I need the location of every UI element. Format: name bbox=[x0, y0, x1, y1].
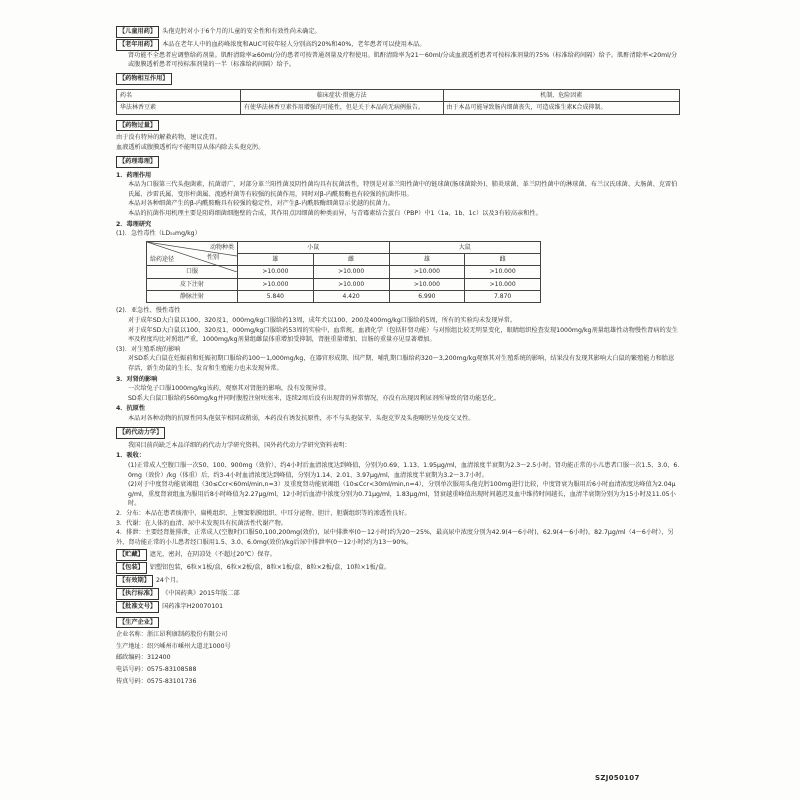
field-value: 浙江昂利康制药股份有限公司 bbox=[146, 631, 228, 639]
section-heading: 【执行标准】 bbox=[116, 588, 159, 600]
table-header-cell: 小鼠 bbox=[238, 241, 390, 253]
pharmacokinetics-section bbox=[116, 425, 680, 547]
section-heading: 【包装】 bbox=[116, 562, 147, 574]
acute-toxicity-table bbox=[146, 241, 541, 303]
section-text: 血液透析或腹膜透析均不能明显从体内除去头孢克肟。 bbox=[116, 143, 265, 151]
standard-section bbox=[116, 588, 680, 600]
paragraph: 对于成年SD大白鼠以100、320及1，000mg/kg口服给药53周的实验中，血常规、血液化学（包括肝肾功能）与对照组比较无明显变化，眼睛组织检查发现1000mg/kg剂量组雄性动物慢性肾病的发生率及程度均比对照组严重，1000mg/kg剂量组雌鼠体重增加受抑制，肾脏重量增加，盲肠的重量亦见显著增加。 bbox=[128, 326, 679, 344]
storage-section bbox=[116, 549, 680, 561]
subsection-heading: 3．对肾的影响 bbox=[116, 375, 158, 383]
table-cell: >10.000 bbox=[465, 278, 541, 290]
subsection-heading: 2．毒理研究 bbox=[116, 220, 152, 228]
table-cell: >10.000 bbox=[238, 278, 314, 290]
table-cell: 7.870 bbox=[465, 291, 541, 303]
company-name-row bbox=[116, 630, 680, 640]
field-value: 绍兴嵊州市嵊州大道北1000号 bbox=[146, 642, 231, 650]
corner-label-sex: 性别 bbox=[206, 253, 219, 261]
interaction-table bbox=[116, 89, 680, 115]
subsection-heading: (2)．亚急性、慢性毒性 bbox=[116, 307, 181, 315]
table-header-cell: 临床症状·措施方法 bbox=[240, 90, 443, 102]
table-cell: 6.990 bbox=[389, 291, 465, 303]
field-label: 传真号码： bbox=[116, 677, 147, 685]
section-heading: 【药物相互作用】 bbox=[116, 73, 172, 85]
section-text: 本品在老年人中的血药峰浓度和AUC可较年轻人分别高约20%和40%，老年患者可以使用本品。 bbox=[162, 41, 426, 49]
section-heading: 【药物过量】 bbox=[116, 120, 159, 132]
table-cell: 由于本品可能导致肠内细菌丧失，可造成维生素K合成抑制。 bbox=[443, 102, 679, 114]
table-cell: >10.000 bbox=[389, 266, 465, 278]
package-section bbox=[116, 562, 680, 574]
interaction-section bbox=[116, 71, 680, 114]
address-row bbox=[116, 642, 680, 652]
table-cell: 口服 bbox=[147, 266, 238, 278]
postcode-row bbox=[116, 653, 680, 663]
pharmtox-section bbox=[116, 154, 680, 424]
paragraph: (2)对于中度肾功能衰竭组（30≤Ccr<60ml/min,n=3）及重度肾功能衰竭组（10≤Ccr<30ml/min,n=4），分别单次服用头孢克肟100mg进行比较，中度肾衰为服用后6小时血清浓度达峰值为2.04μg/ml，重度肾衰组血为服用后8小时峰值为2.27μg/ml，12小时后血清中浓度分别为0.71μg/ml，1.83μg/ml，肾衰越重峰值出现时间越迟及血中维持时间越长，血清半衰期分别为为15小时及11.05小时。 bbox=[128, 481, 676, 508]
subsection-heading: 4．抗原性 bbox=[116, 405, 146, 413]
section-text: 24个月。 bbox=[155, 577, 183, 585]
paragraph: 一次给兔子口服1000mg/kg该药，观察其对肾脏的影响，没有发现异常。 bbox=[128, 385, 331, 393]
table-header-row bbox=[147, 241, 541, 253]
table-cell: 4.420 bbox=[313, 291, 389, 303]
paragraph: 对SD系大白鼠在妊娠前和妊娠初期口服给药100～1,000mg/kg，在器官形成期、围产期、哺乳期口服给药320～3,200mg/kg观察其对生殖系统的影响，结果没有发现其影响大白鼠的繁殖能力和胎崽存活，新生幼鼠的生长、发育和生殖能力也未发现异常。 bbox=[128, 355, 675, 372]
paragraph: (1)正常成人空腹口服一次50、100、900mg（效价），约4小时后血清浓度达到峰值，分别为0.69、1.13、1.95μg/ml，血清浓度半衰期为2.3～2.5小时。肾功能正常的小儿患者口服一次1.5、3.0、6.0mg（效价）/kg（体重）后，约3-4小时血清浓度达到峰值，分别为1.14、2.01、3.97μg/ml，血清浓度半衰期为3.2～3.7小时。 bbox=[128, 461, 680, 479]
section-text: 铝塑铝包装，6粒×1板/盒，6粒×2板/盒，8粒×1板/盒，8粒×2板/盒，10粒×1板/盒。 bbox=[149, 564, 391, 572]
table-cell: >10.000 bbox=[389, 278, 465, 290]
geriatric-section bbox=[116, 39, 680, 70]
field-label: 电话号码： bbox=[116, 665, 147, 673]
table-cell: >10.000 bbox=[313, 278, 389, 290]
table-cell: >10.000 bbox=[238, 266, 314, 278]
section-text: 肾功能不全患者应调整给药剂量。肌酐清除率≥60ml/分的患者可按普通剂量及疗程使用。肌酐清除率为21～60ml/分或血液透析患者可按标准剂量的75%（标准给药间隔）给予。肌酐清除率<20ml/分或腹膜透析患者可按标准剂量的一半（标准给药间隔）给予。 bbox=[128, 51, 678, 69]
section-heading: 【儿童用药】 bbox=[116, 26, 159, 38]
table-header-cell: 雌 bbox=[465, 254, 541, 266]
section-text: 头孢克肟对小于6个月的儿童的安全性和有效性尚未确定。 bbox=[162, 28, 321, 35]
paragraph: 我国目前尚缺乏本品详细的药代动力学研究资料，国外药代动力学研究资料表明： bbox=[128, 441, 351, 449]
paragraph: 2．分布：本品在患者痰液中、扁桃组织、上颚窦粘膜组织、中耳分泌物、胆汁、胆囊组织等的渗透性良好。 bbox=[116, 510, 411, 518]
section-heading: 【药代动力学】 bbox=[116, 427, 165, 439]
subsection-heading: 1．药理作用 bbox=[116, 171, 152, 179]
insert-content bbox=[116, 26, 680, 688]
section-heading: 【有效期】 bbox=[116, 575, 153, 587]
corner-label-animal: 动物种类 bbox=[209, 243, 234, 251]
section-heading: 【生产企业】 bbox=[116, 617, 159, 629]
section-text: 《中国药典》2015年版二部 bbox=[162, 590, 240, 598]
paragraph: 本品对各种细菌产生的β-内酰胺酶具有较强的稳定性，对产生β-内酰胺酶细菌显示优越的抗菌力。 bbox=[128, 200, 395, 208]
table-row bbox=[147, 291, 541, 303]
table-header-cell: 雄 bbox=[238, 254, 314, 266]
subsection-heading: (3)．对生殖系统的影响 bbox=[116, 345, 181, 353]
manufacturer-section bbox=[116, 615, 680, 687]
section-heading: 【批准文号】 bbox=[116, 601, 159, 613]
table-cell: 皮下注射 bbox=[147, 278, 238, 290]
field-value: 0575-83101736 bbox=[146, 677, 197, 685]
section-text: 由于没有特异的解救药物，建议洗胃。 bbox=[116, 134, 222, 142]
paragraph: 4．排泄：主要经肾脏排泄，正常成人(空腹时)口服50,100,200mg(效价)，尿中排泄率(0～12小时)约为20～25%，最高尿中浓度分别为42.9(4～6小时)，62.9(4～6小时)，82.7μg/ml（4～6小时），另外，肾功能正常的小儿患者经口服用1.5、3.0、6.0mg(效价)/kg后尿中排泄率(0～12小时)约为13～90%。 bbox=[116, 529, 674, 546]
table-header-cell: 药名 bbox=[117, 90, 241, 102]
table-header-cell: 大鼠 bbox=[389, 241, 541, 253]
paragraph: 本品为口服第三代头孢菌素，抗菌谱广，对部分革兰阳性菌及阴性菌均具有抗菌活性，特别是对革兰阳性菌中的链球菌(肠球菌除外)、肺炎球菌、革兰阴性菌中的淋球菌、布兰汉氏球菌、大肠菌、克雷伯氏属、沙雷氏属、变形杆菌属、流感杆菌等有较强的抗菌作用，同时对β-内酰胺酶也有较强的抗菌作用。 bbox=[128, 181, 678, 198]
validity-section bbox=[116, 575, 680, 587]
paragraph: 对于成年SD大白鼠以100、320及1，000mg/kg口服给药13周，成年犬以100、200及400mg/kg口服给药5周，所有的实验均未发现异常。 bbox=[128, 316, 517, 324]
table-header-cell: 雌 bbox=[313, 254, 389, 266]
table-cell: 5.840 bbox=[238, 291, 314, 303]
approval-section bbox=[116, 601, 680, 613]
table-cell: 有使华法林香豆素作用增强的可能性，但是关于本品尚无病例报告。 bbox=[240, 102, 443, 114]
field-value: 0575-83108588 bbox=[146, 665, 197, 673]
table-cell: >10.000 bbox=[465, 266, 541, 278]
fax-row bbox=[116, 677, 680, 687]
paragraph: 本品的抗菌作用机理主要是阻碍细菌细胞壁的合成，其作用点因细菌的种类而异，与青霉素结合蛋白（PBP）中1（1a、1b、1c）以及3有较高亲和性。 bbox=[128, 210, 542, 218]
corner-label-route: 给药途径 bbox=[150, 256, 175, 264]
paragraph: 本品对各种动物的抗原性同头孢氨苄相同或稍弱，本药没有诱发抗原性，亦不与头孢氨苄、头孢克罗及头孢噻肟呈免疫交叉性。 bbox=[128, 415, 475, 423]
field-label: 企业名称： bbox=[116, 631, 147, 639]
table-header-row bbox=[117, 90, 680, 102]
subsection-heading: 1．吸收： bbox=[116, 452, 146, 460]
table-corner-cell bbox=[147, 241, 238, 266]
subsection-heading: (1)．急性毒性（LD₅₀mg/kg） bbox=[116, 230, 201, 238]
field-label: 生产地址： bbox=[116, 642, 147, 650]
paragraph: SD系大白鼠口服给药560mg/kg并同时腹腔注射呋塞米，连续2周后没有出现肾的异常情况，亦没有出现因利尿剂所导致的肾功能恶化。 bbox=[128, 394, 500, 402]
paragraph: 3．代谢：在人体的血清、尿中未发现具有抗菌活性代谢产物。 bbox=[116, 519, 287, 527]
section-heading: 【老年用药】 bbox=[116, 39, 159, 51]
table-header-cell: 机制、危险因素 bbox=[443, 90, 679, 102]
field-value: 312400 bbox=[146, 654, 171, 662]
table-row bbox=[117, 102, 680, 114]
section-heading: 【药理毒理】 bbox=[116, 156, 159, 168]
section-heading: 【贮藏】 bbox=[116, 549, 147, 561]
section-text: 国药准字H20070101 bbox=[162, 603, 224, 611]
table-cell: >10.000 bbox=[313, 266, 389, 278]
table-header-cell: 雄 bbox=[389, 254, 465, 266]
table-cell: 静脉注射 bbox=[147, 291, 238, 303]
field-label: 邮政编码： bbox=[116, 654, 147, 662]
document-code: SZJ050107 bbox=[595, 774, 640, 782]
pediatric-section bbox=[116, 26, 680, 38]
table-cell: 华法林香豆素 bbox=[117, 102, 241, 114]
overdose-section bbox=[116, 118, 680, 153]
phone-row bbox=[116, 665, 680, 675]
table-row bbox=[147, 278, 541, 290]
section-text: 遮光，密封，在阴凉处（不超过20℃）保存。 bbox=[149, 550, 276, 558]
